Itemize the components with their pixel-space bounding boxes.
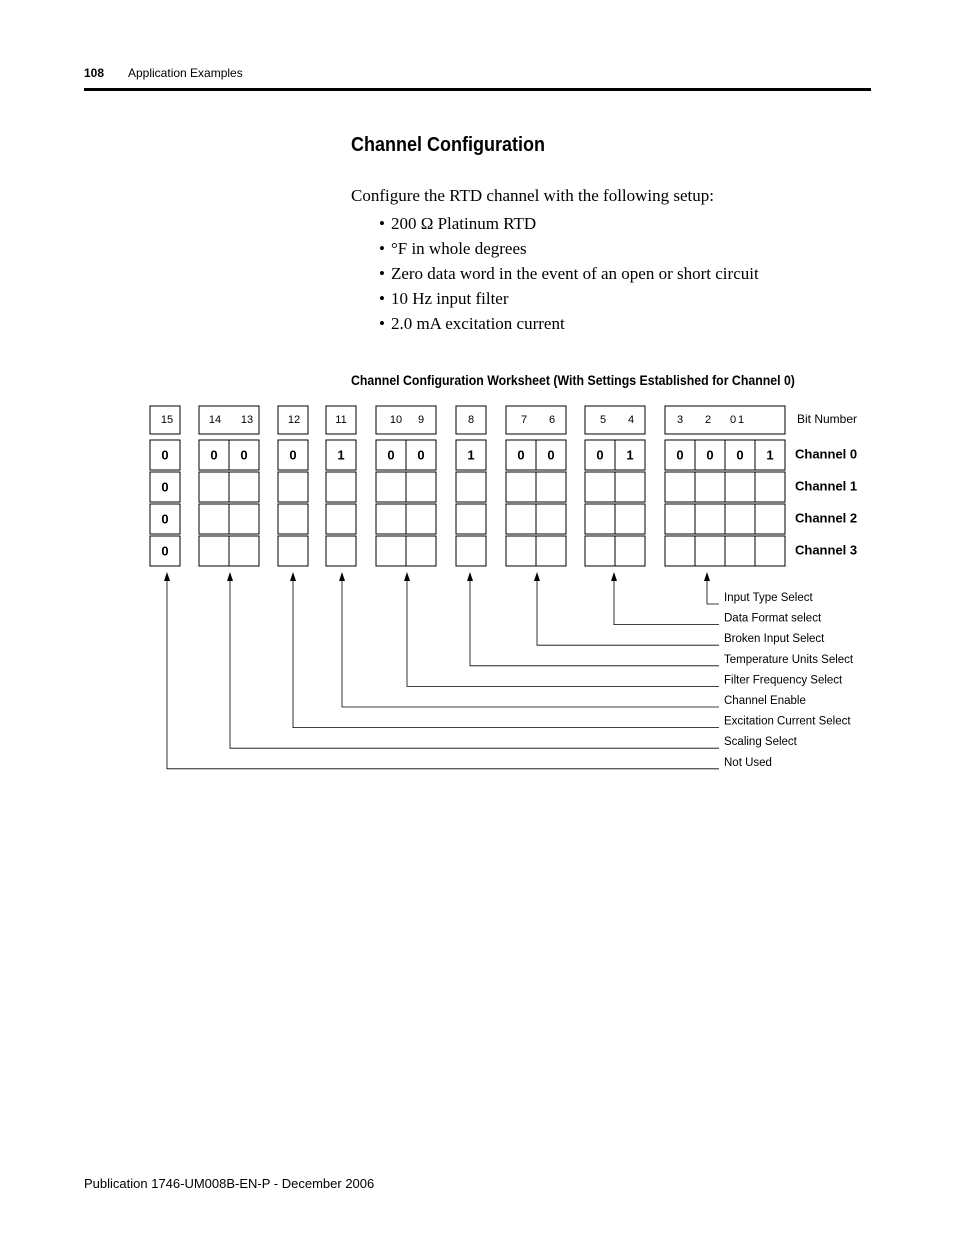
bit-cell	[456, 472, 486, 502]
bit-cell	[278, 472, 308, 502]
bit-header-box	[376, 406, 436, 434]
bit-cell	[615, 472, 645, 502]
bit-value: 0	[596, 447, 604, 463]
bit-cell	[695, 472, 725, 502]
bit-number-label: 2	[704, 413, 712, 426]
bit-cell	[376, 472, 406, 502]
arrow-head	[227, 572, 233, 581]
field-leader-line	[470, 580, 719, 666]
field-leader-line	[167, 580, 719, 769]
bit-cell	[725, 536, 755, 566]
bit-number-title: Bit Number	[797, 412, 858, 427]
bit-cell	[229, 504, 259, 534]
setup-item: • Zero data word in the event of an open or short circuit	[379, 261, 759, 286]
field-leader-line	[707, 580, 719, 604]
bit-cell	[755, 472, 785, 502]
bit-cell	[665, 472, 695, 502]
intro-text: Configure the RTD channel with the following setup:	[351, 186, 714, 205]
bit-value: 0	[161, 543, 169, 559]
field-label: Broken Input Select	[724, 633, 825, 646]
bit-cell	[199, 536, 229, 566]
bit-number-label: 15	[160, 413, 174, 426]
bit-cell	[725, 504, 755, 534]
bit-value: 0	[417, 447, 425, 463]
field-label: Scaling Select	[724, 736, 797, 749]
bit-cell	[725, 472, 755, 502]
bit-value: 1	[467, 447, 475, 463]
bit-cell	[278, 504, 308, 534]
arrow-head	[704, 572, 710, 581]
field-label: Input Type Select	[724, 592, 813, 605]
setup-item: • 200 Ω Platinum RTD	[379, 211, 759, 236]
bit-cell	[755, 504, 785, 534]
bit-cell	[199, 504, 229, 534]
bit-number-label: 6	[548, 413, 556, 426]
bit-value: 0	[210, 447, 218, 463]
arrow-head	[290, 572, 296, 581]
field-leader-line	[537, 580, 719, 645]
field-label: Data Format select	[724, 612, 822, 625]
bit-cell	[506, 536, 536, 566]
field-label: Filter Frequency Select	[724, 674, 843, 687]
bit-header-box	[585, 406, 645, 434]
bit-cell	[278, 536, 308, 566]
bit-cell	[585, 504, 615, 534]
field-label: Excitation Current Select	[724, 715, 851, 728]
channel-label: Channel 2	[795, 510, 858, 526]
bit-cell	[615, 504, 645, 534]
bit-number-label: 3	[676, 413, 684, 426]
channel-label: Channel 1	[795, 478, 858, 494]
bit-number-label: 14	[208, 413, 222, 426]
bit-number-label: 13	[240, 413, 254, 426]
bit-cell	[229, 472, 259, 502]
bit-value: 0	[547, 447, 555, 463]
bit-value: 0	[706, 447, 714, 463]
bit-value: 0	[240, 447, 248, 463]
channel-label: Channel 0	[795, 446, 858, 462]
bit-cell	[406, 536, 436, 566]
bit-value: 0	[161, 447, 169, 463]
field-label: Temperature Units Select	[724, 653, 854, 666]
bit-cell	[406, 472, 436, 502]
bit-cell	[326, 472, 356, 502]
arrow-head	[611, 572, 617, 581]
bit-cell	[536, 536, 566, 566]
bit-cell	[229, 536, 259, 566]
bit-cell	[585, 536, 615, 566]
bit-value: 0	[161, 479, 169, 495]
field-leader-line	[407, 580, 719, 686]
bit-cell	[665, 504, 695, 534]
field-leader-line	[293, 580, 719, 728]
bit-number-label: 12	[287, 413, 301, 426]
bit-value: 1	[626, 447, 634, 463]
page-title: Channel Configuration	[351, 134, 545, 156]
channel-label: Channel 3	[795, 542, 858, 558]
bit-cell	[755, 536, 785, 566]
bit-number-label: 4	[627, 413, 635, 426]
bit-cell	[665, 536, 695, 566]
bit-number-label: 7	[520, 413, 528, 426]
worksheet-caption: Channel Configuration Worksheet (With Settings Established for Channel 0)	[351, 372, 795, 388]
arrow-head	[534, 572, 540, 581]
bit-cell	[199, 472, 229, 502]
bit-value: 0	[387, 447, 395, 463]
bit-value: 0	[676, 447, 684, 463]
bit-cell	[326, 536, 356, 566]
bit-cell	[456, 504, 486, 534]
arrow-head	[164, 572, 170, 581]
field-leader-line	[614, 580, 719, 625]
bit-number-label: 5	[599, 413, 607, 426]
section-title: Application Examples	[128, 66, 243, 80]
setup-item: • 10 Hz input filter	[379, 286, 759, 311]
page-number: 108	[84, 66, 105, 80]
bit-cell	[376, 536, 406, 566]
bit-cell	[536, 472, 566, 502]
field-label: Not Used	[724, 756, 772, 769]
bit-cell	[506, 504, 536, 534]
arrow-head	[467, 572, 473, 581]
bit-cell	[406, 504, 436, 534]
setup-item: • °F in whole degrees	[379, 236, 759, 261]
arrow-head	[339, 572, 345, 581]
bit-value: 0	[517, 447, 525, 463]
bit-header-box	[506, 406, 566, 434]
bit-number-label: 11	[335, 413, 347, 426]
arrow-head	[404, 572, 410, 581]
bit-number-label: 1	[737, 413, 745, 426]
bit-cell	[456, 536, 486, 566]
bit-cell	[585, 472, 615, 502]
bit-number-label: 8	[467, 413, 475, 426]
field-label: Channel Enable	[724, 695, 806, 708]
bit-cell	[615, 536, 645, 566]
bit-cell	[506, 472, 536, 502]
bit-number-label: 9	[417, 413, 425, 426]
field-leader-line	[230, 580, 719, 748]
bit-value: 1	[766, 447, 774, 463]
bit-value: 0	[161, 511, 169, 527]
field-leader-line	[342, 580, 719, 707]
bit-value: 1	[337, 447, 345, 463]
bit-cell	[536, 504, 566, 534]
bit-cell	[326, 504, 356, 534]
bit-value: 0	[736, 447, 744, 463]
bit-number-label: 10	[389, 413, 403, 426]
bit-cell	[376, 504, 406, 534]
bit-number-label: 0	[729, 413, 737, 426]
bit-cell	[695, 536, 725, 566]
bit-value: 0	[289, 447, 297, 463]
setup-item: • 2.0 mA excitation current	[379, 311, 759, 336]
publication-footer: Publication 1746-UM008B-EN-P - December 2006	[84, 1176, 375, 1191]
bit-cell	[695, 504, 725, 534]
